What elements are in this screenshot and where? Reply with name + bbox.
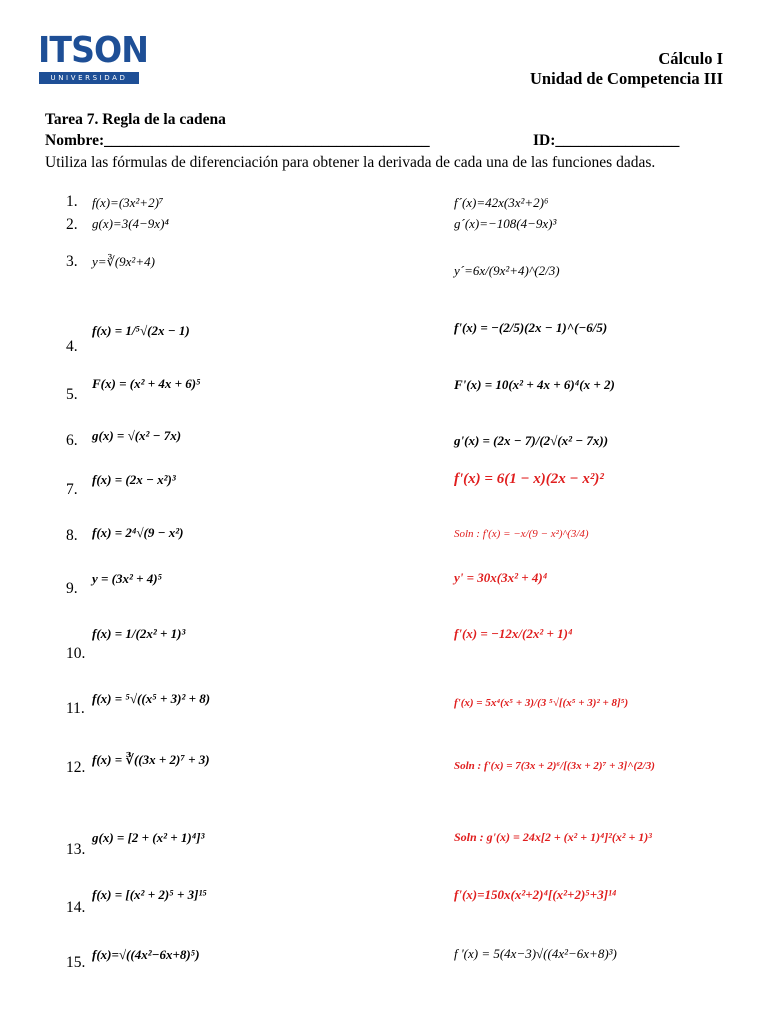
problem-function: y=∛(9x²+4) xyxy=(92,254,155,269)
problem-answer: y' = 30x(3x² + 4)⁴ xyxy=(454,570,548,585)
problem-function: F(x) = (x² + 4x + 6)⁵ xyxy=(92,376,201,391)
problem-answer: Soln : f'(x) = −x/(9 − x²)^(3/4) xyxy=(454,528,589,540)
problem-number: 10. xyxy=(66,645,86,662)
problem-function: g(x)=3(4−9x)⁴ xyxy=(92,216,169,231)
problem-number: 1. xyxy=(66,193,78,210)
course-title: Cálculo I xyxy=(658,49,723,68)
problem-number: 6. xyxy=(66,432,78,449)
problem-function: g(x) = [2 + (x² + 1)⁴]³ xyxy=(92,830,205,845)
problem-function: y = (3x² + 4)⁵ xyxy=(92,571,163,586)
problem-number: 12. xyxy=(66,759,86,776)
problem-number: 2. xyxy=(66,216,78,233)
problem-number: 11. xyxy=(66,700,85,717)
problem-number: 14. xyxy=(66,899,86,916)
problem-function: f(x)=√((4x²−6x+8)⁵) xyxy=(92,947,200,962)
logo-bar xyxy=(39,72,139,84)
problem-answer: Soln : f'(x) = 7(3x + 2)⁶/[(3x + 2)⁷ + 3]^(2/3) xyxy=(454,760,655,772)
problem-answer: f'(x) = −(2/5)(2x − 1)^(−6/5) xyxy=(454,320,608,335)
problem-function: f(x) = [(x² + 2)⁵ + 3]¹⁵ xyxy=(92,887,207,902)
problem-answer: f'(x) = 6(1 − x)(2x − x²)² xyxy=(454,471,604,487)
problem-number: 9. xyxy=(66,580,78,597)
problem-answer: f'(x) = −12x/(2x² + 1)⁴ xyxy=(454,626,573,641)
id-field-label: ID:________________ xyxy=(533,132,680,149)
problem-function: f(x)=(3x²+2)⁷ xyxy=(92,195,164,210)
problem-answer: f '(x) = 5(4x−3)√((4x²−6x+8)³) xyxy=(454,946,617,961)
problem-number: 4. xyxy=(66,338,78,355)
instructions: Utiliza las fórmulas de diferenciación para obtener la derivada de cada una de las funciones dadas. xyxy=(45,154,656,171)
problem-answer: f´(x)=42x(3x²+2)⁶ xyxy=(454,195,549,210)
problem-function: f(x) = 1/(2x² + 1)³ xyxy=(92,626,186,641)
itson-logo xyxy=(38,30,149,84)
problem-answer: f'(x)=150x(x²+2)⁴[(x²+2)⁵+3]¹⁴ xyxy=(454,887,617,902)
problem-function: f(x) = 1/⁵√(2x − 1) xyxy=(92,323,190,338)
logo-wordmark: ITSON xyxy=(38,30,149,71)
problem-function: f(x) = ∛((3x + 2)⁷ + 3) xyxy=(92,752,210,767)
name-field-label: Nombre:__________________________________________ xyxy=(45,132,430,149)
problem-answer: f'(x) = 5x⁴(x⁵ + 3)/(3 ⁵√[(x⁵ + 3)² + 8]⁵) xyxy=(454,697,629,709)
problem-function: g(x) = √(x² − 7x) xyxy=(92,428,182,443)
unit-title: Unidad de Competencia III xyxy=(530,69,723,88)
logo-subtitle: UNIVERSIDAD xyxy=(50,74,128,82)
problem-answer: Soln : g'(x) = 24x[2 + (x² + 1)⁴]²(x² + 1)³ xyxy=(454,830,652,844)
problem-function: f(x) = (2x − x²)³ xyxy=(92,472,176,487)
problem-answer: g´(x)=−108(4−9x)³ xyxy=(454,216,557,231)
problem-number: 8. xyxy=(66,527,78,544)
task-title: Tarea 7. Regla de la cadena xyxy=(45,111,226,128)
problem-answer: g'(x) = (2x − 7)/(2√(x² − 7x)) xyxy=(454,433,609,448)
problem-answer: F'(x) = 10(x² + 4x + 6)⁴(x + 2) xyxy=(454,377,615,392)
problem-number: 15. xyxy=(66,954,86,971)
problem-number: 7. xyxy=(66,481,78,498)
problem-number: 13. xyxy=(66,841,86,858)
problem-answer: y´=6x/(9x²+4)^(2/3) xyxy=(454,263,560,278)
problem-number: 3. xyxy=(66,253,78,270)
problem-number: 5. xyxy=(66,386,78,403)
problem-function: f(x) = 2⁴√(9 − x²) xyxy=(92,525,184,540)
problem-function: f(x) = ⁵√((x⁵ + 3)² + 8) xyxy=(92,691,211,706)
